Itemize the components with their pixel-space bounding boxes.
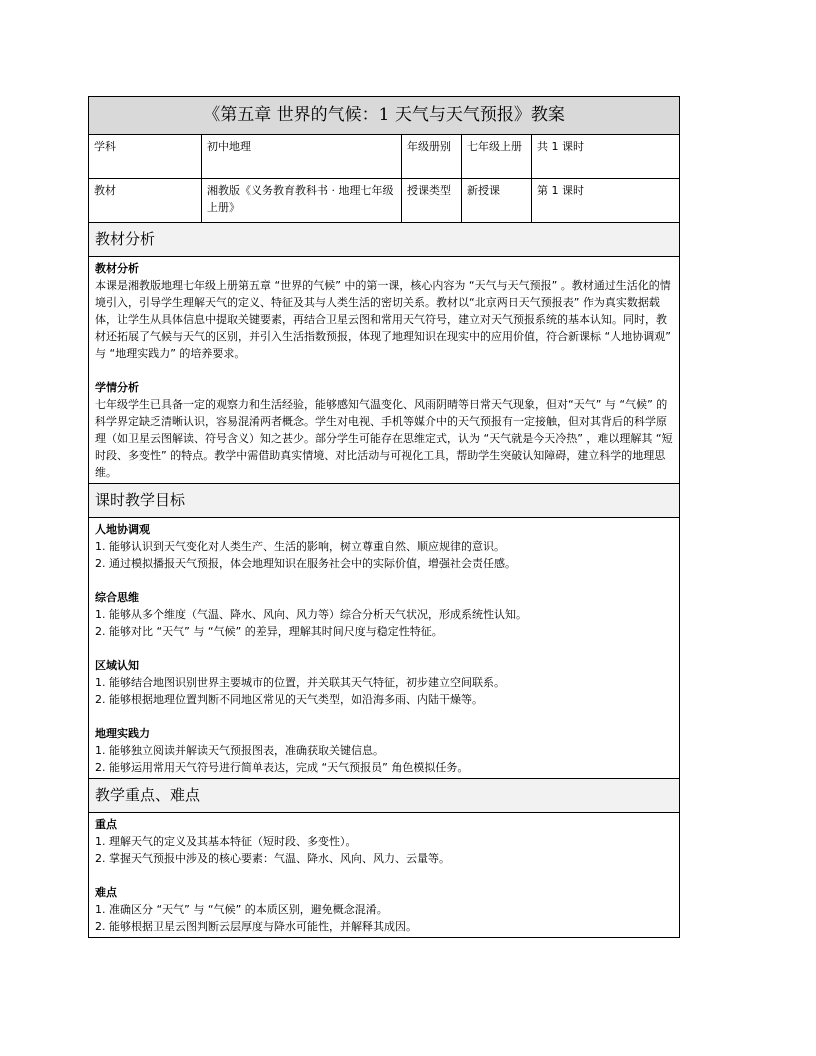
total-hours: 共 1 课时 [532,135,680,179]
section-body-keypoints [89,813,680,938]
goal-item: 2. 能够对比 “天气” 与 “气候” 的差异，理解其时间尺度与稳定性特征。 [95,625,443,638]
section-heading-analysis: 教材分析 [89,223,680,257]
info-row-2 [89,179,680,223]
goal-item: 1. 能够结合地图识别世界主要城市的位置，并关联其天气特征，初步建立空间联系。 [95,676,505,689]
lesson-type-label: 授课类型 [402,179,462,223]
lesson-plan-table [88,96,680,938]
keypoint-group-name: 重点 [95,818,117,831]
textbook-value: 湘教版《义务教育教科书 · 地理七年级上册》 [202,179,402,223]
subject-label: 学科 [89,135,202,179]
info-row-1 [89,135,680,179]
keypoint-item: 2. 掌握天气预报中涉及的核心要素：气温、降水、风向、风力、云量等。 [95,852,450,865]
lesson-number: 第 1 课时 [532,179,680,223]
keypoint-item: 1. 理解天气的定义及其基本特征（短时段、多变性）。 [95,835,357,848]
keypoint-group-name: 难点 [95,886,117,899]
paragraph-textbook-analysis: 本课是湘教版地理七年级上册第五章 “世界的气候” 中的第一课，核心内容为 “天气与天气预报” 。教材通过生活化的情境引入，引导学生理解天气的定义、特征及其与人类生活的密切关系。教材以“北京两日天气预报表” 作为真实数据载体，让学生从具体信息中提取关键要素，再结合卫星云图和常用天气符号，建立对天气预报系统的基本认知。同时，教材还拓展了气候与天气的区别，并引入生活指数预报，体现了地理知识在现实中的应用价值，符合新课标 “人地协调观” 与 “地理实践力” 的培养要求。 [95,279,671,360]
subject-value: 初中地理 [202,135,402,179]
section-heading-goals: 课时教学目标 [89,484,680,518]
grade-value: 七年级上册 [462,135,532,179]
keypoint-item: 1. 准确区分 “天气” 与 “气候” 的本质区别，避免概念混淆。 [95,903,388,916]
goal-item: 1. 能够从多个维度（气温、降水、风向、风力等）综合分析天气状况，形成系统性认知。 [95,608,527,621]
goal-item: 2. 通过模拟播报天气预报，体会地理知识在服务社会中的实际价值，增强社会责任感。 [95,557,516,570]
goal-item: 1. 能够认识到天气变化对人类生产、生活的影响，树立尊重自然、顺应规律的意识。 [95,540,505,553]
subheading-student-analysis: 学情分析 [95,381,139,394]
keypoint-item: 2. 能够根据卫星云图判断云层厚度与降水可能性，并解释其成因。 [95,920,417,933]
textbook-label: 教材 [89,179,202,223]
section-body-analysis [89,257,680,484]
grade-label: 年级册别 [402,135,462,179]
goal-group-name: 综合思维 [95,591,139,604]
lesson-plan [88,96,679,938]
subheading-textbook-analysis: 教材分析 [95,262,139,275]
goal-group-name: 人地协调观 [95,523,150,536]
goal-group-name: 地理实践力 [95,727,150,740]
section-heading-keypoints: 教学重点、难点 [89,779,680,813]
paragraph-student-analysis: 七年级学生已具备一定的观察力和生活经验，能够感知气温变化、风雨阴晴等日常天气现象，但对“天气” 与 “气候” 的科学界定缺乏清晰认识，容易混淆两者概念。学生对电视、手机等媒介中的天气预报有一定接触，但对其背后的科学原理（如卫星云图解读、符号含义）知之甚少。部分学生可能存在思维定式，认为 “天气就是今天冷热” ，难以理解其 “短时段、多变性” 的特点。教学中需借助真实情境、对比活动与可视化工具，帮助学生突破认知障碍，建立科学的地理思维。 [95,398,673,479]
lesson-type-value: 新授课 [462,179,532,223]
goal-item: 2. 能够根据地理位置判断不同地区常见的天气类型，如沿海多雨、内陆干燥等。 [95,693,483,706]
section-body-goals [89,518,680,779]
document-title: 《第五章 世界的气候：1 天气与天气预报》教案 [89,97,680,135]
goal-item: 1. 能够独立阅读并解读天气预报图表，准确获取关键信息。 [95,744,384,757]
goal-group-name: 区域认知 [95,659,139,672]
goal-item: 2. 能够运用常用天气符号进行简单表达，完成 “天气预报员” 角色模拟任务。 [95,761,469,774]
